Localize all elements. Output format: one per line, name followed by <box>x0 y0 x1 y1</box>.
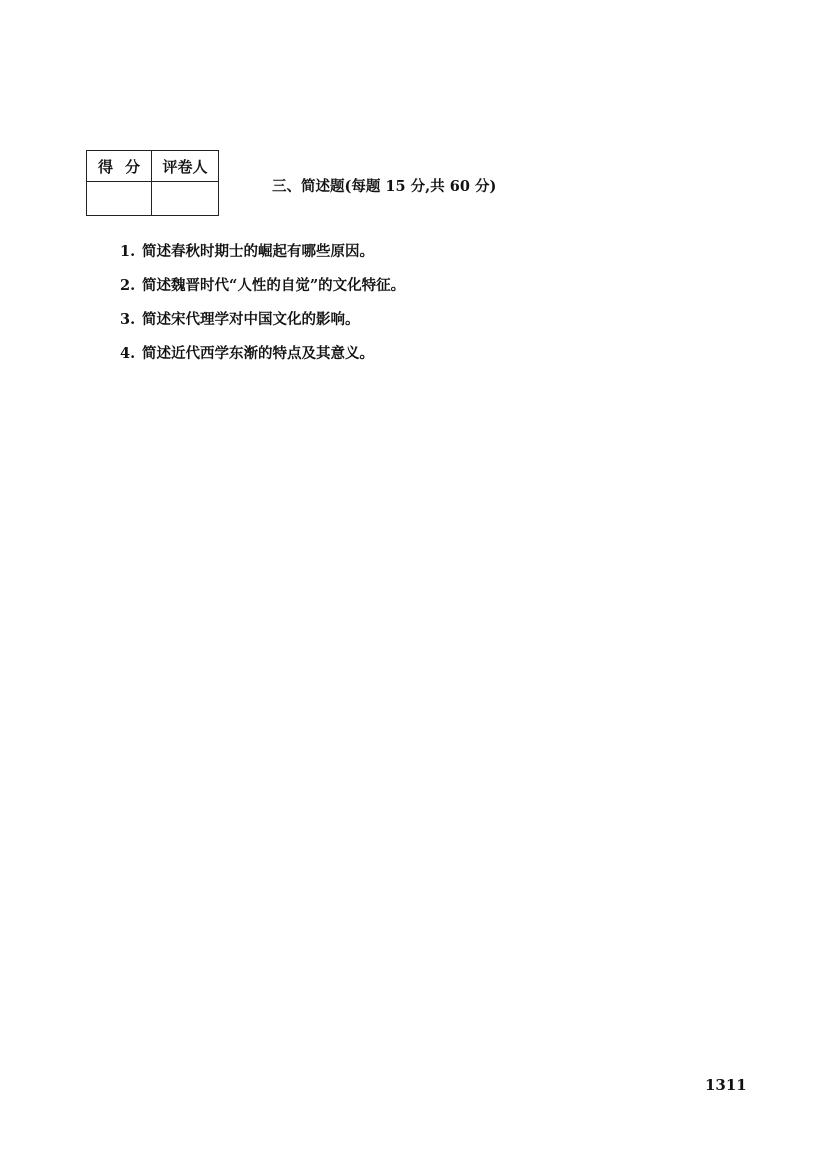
question-text: 简述宋代理学对中国文化的影响。 <box>142 311 360 328</box>
score-label: 得分 <box>97 157 152 176</box>
question-number: 3. <box>120 311 136 328</box>
question-list <box>120 241 405 377</box>
question-text: 简述魏晋时代“人性的自觉”的文化特征。 <box>142 277 406 294</box>
question-number: 4. <box>120 345 136 362</box>
score-table <box>86 150 219 216</box>
score-header-cell <box>87 151 152 182</box>
question-item <box>120 275 405 309</box>
question-text: 简述春秋时期士的崛起有哪些原因。 <box>142 243 374 260</box>
score-table-header-row <box>87 151 219 182</box>
grader-label: 评卷人 <box>162 157 208 176</box>
question-number: 2. <box>120 277 136 294</box>
grader-entry-cell <box>152 182 219 216</box>
question-item <box>120 241 405 275</box>
question-text: 简述近代西学东渐的特点及其意义。 <box>142 345 374 362</box>
question-number: 1. <box>120 243 136 260</box>
score-table-entry-row <box>87 182 219 216</box>
grader-header-cell <box>152 151 219 182</box>
score-entry-cell <box>87 182 152 216</box>
section-title: 三、简述题(每题 15 分,共 60 分) <box>272 178 497 195</box>
page-number: 1311 <box>705 1076 747 1094</box>
question-item <box>120 343 405 377</box>
question-item <box>120 309 405 343</box>
